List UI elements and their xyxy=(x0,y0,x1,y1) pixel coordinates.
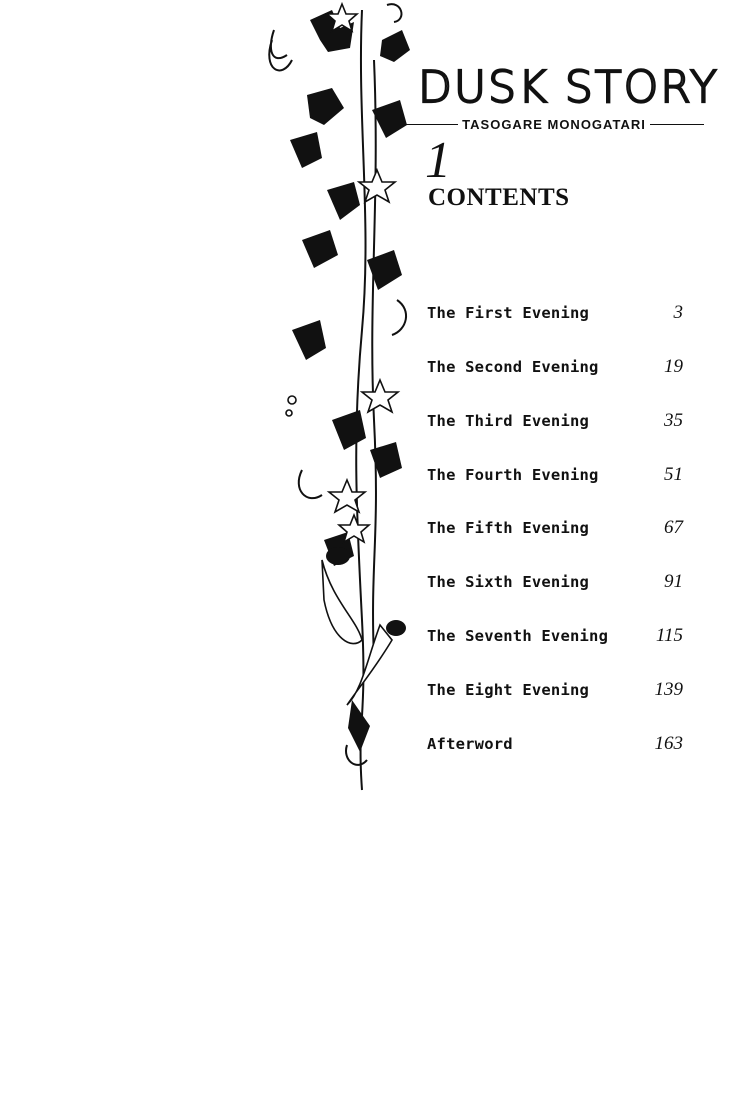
toc-entry-title: Afterword xyxy=(427,735,513,753)
toc-entry-page: 163 xyxy=(654,733,683,754)
toc-entry[interactable] xyxy=(427,627,683,653)
series-logo-subtitle xyxy=(404,117,704,132)
logo-rule-right xyxy=(650,124,704,126)
toc-entry-page: 51 xyxy=(664,464,683,485)
toc-entry-title: The Fifth Evening xyxy=(427,519,590,537)
toc-entry-title: The Third Evening xyxy=(427,412,590,430)
toc-entry-title: The Second Evening xyxy=(427,358,599,376)
toc-entry[interactable] xyxy=(427,573,683,599)
toc-entry[interactable] xyxy=(427,358,683,384)
toc-entry[interactable] xyxy=(427,519,683,545)
toc-entry-page: 3 xyxy=(673,302,683,323)
toc-entry[interactable] xyxy=(427,735,683,761)
toc-entry-title: The Fourth Evening xyxy=(427,466,599,484)
volume-number: 1 xyxy=(425,132,451,189)
toc-entry-page: 139 xyxy=(654,679,683,700)
logo-subtitle-text: TASOGARE MONOGATARI xyxy=(462,117,646,132)
toc-entry-page: 91 xyxy=(664,571,683,592)
toc-entry-title: The Seventh Evening xyxy=(427,627,609,645)
toc-entry[interactable] xyxy=(427,466,683,492)
toc-entry-page: 19 xyxy=(664,356,683,377)
toc-entry[interactable] xyxy=(427,412,683,438)
toc-entry-title: The First Evening xyxy=(427,304,590,322)
toc-entry[interactable] xyxy=(427,681,683,707)
logo-rule-left xyxy=(404,124,458,126)
toc-entry-page: 67 xyxy=(664,517,683,538)
contents-heading: CONTENTS xyxy=(428,184,570,211)
toc-entry-page: 35 xyxy=(664,410,683,431)
toc-entry-title: The Sixth Evening xyxy=(427,573,590,591)
ivy-vine-illustration xyxy=(262,0,422,800)
toc-entry[interactable] xyxy=(427,304,683,330)
series-logo-title: DUSK STORY xyxy=(418,62,719,113)
toc-entry-page: 115 xyxy=(655,625,683,646)
toc-entry-title: The Eight Evening xyxy=(427,681,590,699)
